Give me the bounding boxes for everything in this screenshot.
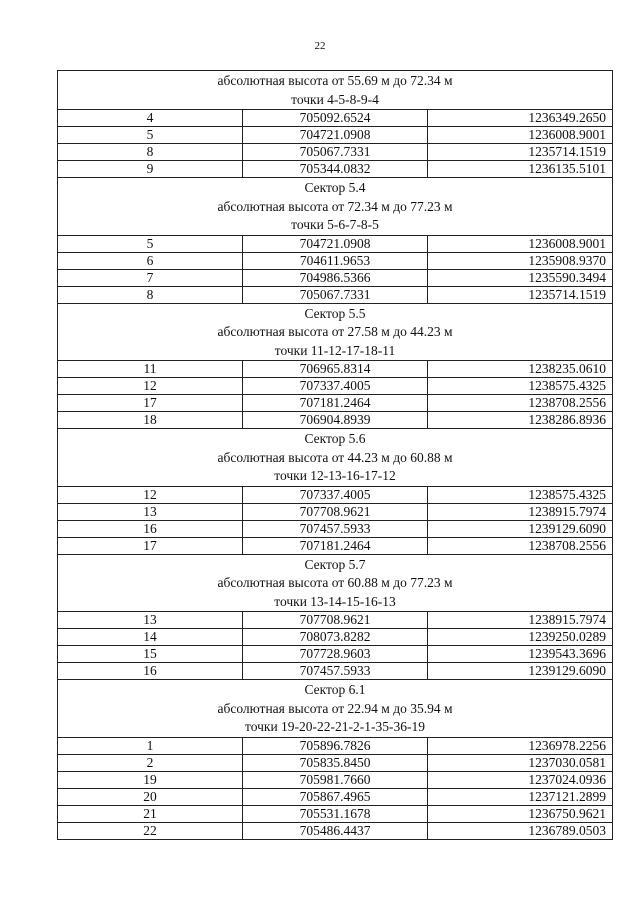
point-number-cell: 8 xyxy=(58,286,243,303)
point-number-cell: 19 xyxy=(58,771,243,788)
sector-header-row xyxy=(58,429,613,487)
table-row xyxy=(58,252,613,269)
sector-header-row xyxy=(58,178,613,236)
point-number-cell: 16 xyxy=(58,520,243,537)
y-coordinate-cell: 1236750.9621 xyxy=(428,805,613,822)
y-coordinate-cell: 1238575.4325 xyxy=(428,378,613,395)
x-coordinate-cell: 705981.7660 xyxy=(243,771,428,788)
table-row xyxy=(58,412,613,429)
sector-header-line: абсолютная высота от 44.23 м до 60.88 м xyxy=(217,449,453,465)
y-coordinate-cell: 1236008.9001 xyxy=(428,235,613,252)
point-number-cell: 14 xyxy=(58,629,243,646)
x-coordinate-cell: 707337.4005 xyxy=(243,378,428,395)
sector-header-line: абсолютная высота от 22.94 м до 35.94 м xyxy=(217,700,453,716)
x-coordinate-cell: 706965.8314 xyxy=(243,361,428,378)
y-coordinate-cell: 1235714.1519 xyxy=(428,144,613,161)
point-number-cell: 4 xyxy=(58,110,243,127)
point-number-cell: 5 xyxy=(58,235,243,252)
point-number-cell: 8 xyxy=(58,144,243,161)
x-coordinate-cell: 705092.6524 xyxy=(243,110,428,127)
table-row xyxy=(58,788,613,805)
point-number-cell: 11 xyxy=(58,361,243,378)
y-coordinate-cell: 1236789.0503 xyxy=(428,822,613,839)
y-coordinate-cell: 1238708.2556 xyxy=(428,537,613,554)
sector-header-line: точки 11-12-17-18-11 xyxy=(274,342,396,358)
point-number-cell: 12 xyxy=(58,486,243,503)
table-row xyxy=(58,737,613,754)
y-coordinate-cell: 1238575.4325 xyxy=(428,486,613,503)
table-row xyxy=(58,754,613,771)
x-coordinate-cell: 707181.2464 xyxy=(243,395,428,412)
y-coordinate-cell: 1235590.3494 xyxy=(428,269,613,286)
y-coordinate-cell: 1238286.8936 xyxy=(428,412,613,429)
y-coordinate-cell: 1235714.1519 xyxy=(428,286,613,303)
point-number-cell: 21 xyxy=(58,805,243,822)
x-coordinate-cell: 707457.5933 xyxy=(243,663,428,680)
sector-header-line: абсолютная высота от 55.69 м до 72.34 м xyxy=(217,73,453,88)
table-row xyxy=(58,629,613,646)
x-coordinate-cell: 705067.7331 xyxy=(243,286,428,303)
x-coordinate-cell: 704721.0908 xyxy=(243,127,428,144)
table-row xyxy=(58,503,613,520)
point-number-cell: 13 xyxy=(58,612,243,629)
y-coordinate-cell: 1238708.2556 xyxy=(428,395,613,412)
y-coordinate-cell: 1238915.7974 xyxy=(428,612,613,629)
x-coordinate-cell: 705486.4437 xyxy=(243,822,428,839)
x-coordinate-cell: 705896.7826 xyxy=(243,737,428,754)
sector-header-line: абсолютная высота от 72.34 м до 77.23 м xyxy=(217,198,453,214)
x-coordinate-cell: 704611.9653 xyxy=(243,252,428,269)
table-row xyxy=(58,663,613,680)
y-coordinate-cell: 1235908.9370 xyxy=(428,252,613,269)
y-coordinate-cell: 1236349.2650 xyxy=(428,110,613,127)
table-row xyxy=(58,378,613,395)
sector-header-line: абсолютная высота от 27.58 м до 44.23 м xyxy=(217,324,453,339)
point-number-cell: 9 xyxy=(58,161,243,178)
table-row xyxy=(58,110,613,127)
sector-header xyxy=(58,178,613,236)
coordinates-table xyxy=(57,70,613,840)
x-coordinate-cell: 704721.0908 xyxy=(243,235,428,252)
sector-header xyxy=(58,429,613,487)
y-coordinate-cell: 1239543.3696 xyxy=(428,646,613,663)
sector-header xyxy=(58,680,613,738)
x-coordinate-cell: 705344.0832 xyxy=(243,161,428,178)
x-coordinate-cell: 707457.5933 xyxy=(243,520,428,537)
sector-header xyxy=(58,303,613,361)
x-coordinate-cell: 707181.2464 xyxy=(243,537,428,554)
y-coordinate-cell: 1238235.0610 xyxy=(428,361,613,378)
sector-header-line: Сектор 5.7 xyxy=(304,556,366,572)
y-coordinate-cell: 1236135.5101 xyxy=(428,161,613,178)
sector-header-line: точки 13-14-15-16-13 xyxy=(274,593,396,609)
x-coordinate-cell: 705067.7331 xyxy=(243,144,428,161)
table-row xyxy=(58,646,613,663)
sector-header-line: точки 12-13-16-17-12 xyxy=(274,468,396,483)
point-number-cell: 12 xyxy=(58,378,243,395)
point-number-cell: 5 xyxy=(58,127,243,144)
table-row xyxy=(58,269,613,286)
point-number-cell: 17 xyxy=(58,395,243,412)
point-number-cell: 6 xyxy=(58,252,243,269)
y-coordinate-cell: 1239129.6090 xyxy=(428,520,613,537)
point-number-cell: 16 xyxy=(58,663,243,680)
y-coordinate-cell: 1239250.0289 xyxy=(428,629,613,646)
table-row xyxy=(58,805,613,822)
sector-header-row xyxy=(58,554,613,612)
sector-header xyxy=(58,71,613,110)
y-coordinate-cell: 1236008.9001 xyxy=(428,127,613,144)
x-coordinate-cell: 704986.5366 xyxy=(243,269,428,286)
table-row xyxy=(58,235,613,252)
x-coordinate-cell: 708073.8282 xyxy=(243,629,428,646)
sector-header-line: Сектор 6.1 xyxy=(304,682,366,697)
sector-header-line: Сектор 5.4 xyxy=(304,180,366,195)
x-coordinate-cell: 707728.9603 xyxy=(243,646,428,663)
table-row xyxy=(58,127,613,144)
y-coordinate-cell: 1237024.0936 xyxy=(428,771,613,788)
y-coordinate-cell: 1236978.2256 xyxy=(428,737,613,754)
point-number-cell: 2 xyxy=(58,754,243,771)
table-row xyxy=(58,286,613,303)
table-row xyxy=(58,144,613,161)
sector-header-row xyxy=(58,680,613,738)
y-coordinate-cell: 1239129.6090 xyxy=(428,663,613,680)
x-coordinate-cell: 705835.8450 xyxy=(243,754,428,771)
sector-header-line: абсолютная высота от 60.88 м до 77.23 м xyxy=(217,575,453,590)
y-coordinate-cell: 1237030.0581 xyxy=(428,754,613,771)
x-coordinate-cell: 705867.4965 xyxy=(243,788,428,805)
sector-header-line: точки 19-20-22-21-2-1-35-36-19 xyxy=(244,719,426,734)
page-number: 22 xyxy=(314,40,326,52)
sector-header-line: точки 5-6-7-8-5 xyxy=(291,217,379,232)
sector-header xyxy=(58,554,613,612)
table-row xyxy=(58,161,613,178)
point-number-cell: 1 xyxy=(58,737,243,754)
table-row xyxy=(58,771,613,788)
table-row xyxy=(58,520,613,537)
table-row xyxy=(58,361,613,378)
table-row xyxy=(58,822,613,839)
sector-header-line: Сектор 5.6 xyxy=(304,431,366,446)
x-coordinate-cell: 707708.9621 xyxy=(243,503,428,520)
point-number-cell: 7 xyxy=(58,269,243,286)
point-number-cell: 13 xyxy=(58,503,243,520)
sector-header-row xyxy=(58,71,613,110)
sector-header-row xyxy=(58,303,613,361)
y-coordinate-cell: 1237121.2899 xyxy=(428,788,613,805)
table-row xyxy=(58,537,613,554)
x-coordinate-cell: 707708.9621 xyxy=(243,612,428,629)
x-coordinate-cell: 706904.8939 xyxy=(243,412,428,429)
point-number-cell: 18 xyxy=(58,412,243,429)
sector-header-line: Сектор 5.5 xyxy=(304,305,366,321)
table-row xyxy=(58,395,613,412)
sector-header-line: точки 4-5-8-9-4 xyxy=(291,91,379,107)
y-coordinate-cell: 1238915.7974 xyxy=(428,503,613,520)
point-number-cell: 22 xyxy=(58,822,243,839)
point-number-cell: 17 xyxy=(58,537,243,554)
point-number-cell: 20 xyxy=(58,788,243,805)
point-number-cell: 15 xyxy=(58,646,243,663)
table-row xyxy=(58,486,613,503)
x-coordinate-cell: 705531.1678 xyxy=(243,805,428,822)
table-row xyxy=(58,612,613,629)
x-coordinate-cell: 707337.4005 xyxy=(243,486,428,503)
